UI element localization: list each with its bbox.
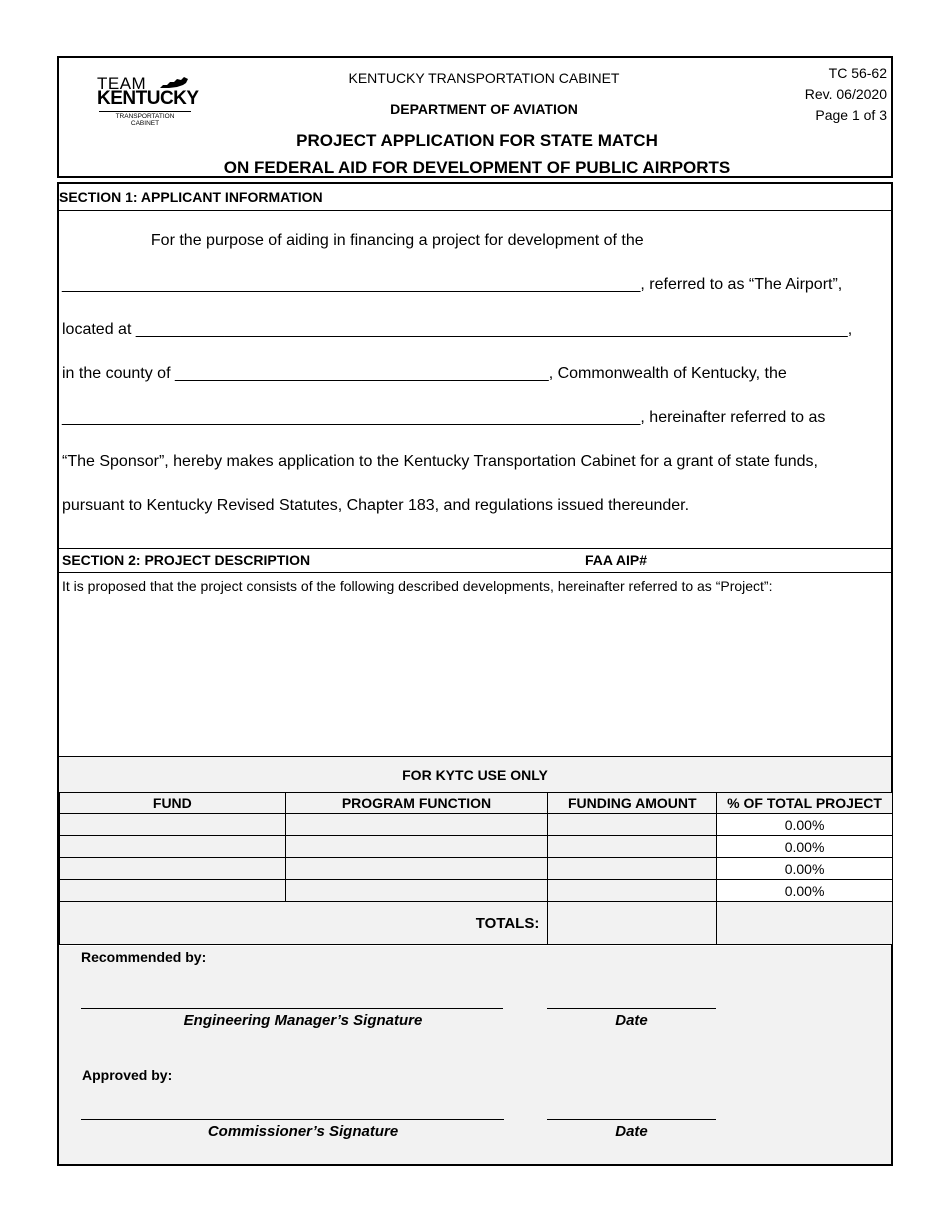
project-description-text: It is proposed that the project consists of the following described developments, hereinafter referred to as “Project”: <box>62 578 773 594</box>
logo-kentucky-text: KENTUCKY <box>97 88 199 109</box>
section1-line-1: For the purpose of aiding in financing a project for development of the <box>62 232 644 249</box>
table-row <box>60 814 893 836</box>
column-header-funding-amount: FUNDING AMOUNT <box>548 793 717 814</box>
faa-aip-label[interactable]: FAA AIP# <box>585 552 647 568</box>
engineering-signature-line[interactable] <box>81 1008 503 1009</box>
department-name: DEPARTMENT OF AVIATION <box>390 101 578 117</box>
totals-label: TOTALS: <box>60 902 548 945</box>
section1-line-7: pursuant to Kentucky Revised Statutes, Chapter 183, and regulations issued thereunder. <box>62 497 690 514</box>
amount-cell[interactable] <box>548 814 717 836</box>
kytc-heading-bar <box>59 757 891 792</box>
recommended-by-label: Recommended by: <box>81 949 207 965</box>
program-cell[interactable] <box>285 858 548 880</box>
percent-cell: 0.00% <box>717 880 893 902</box>
total-percent-cell[interactable] <box>717 902 893 945</box>
fund-cell[interactable] <box>60 858 286 880</box>
project-description-area[interactable] <box>59 596 891 754</box>
fund-cell[interactable] <box>60 814 286 836</box>
program-cell[interactable] <box>285 836 548 858</box>
fund-cell[interactable] <box>60 880 286 902</box>
logo-subtitle-2: CABINET <box>130 120 160 127</box>
funding-table-header <box>60 793 893 814</box>
approved-date-caption: Date <box>615 1123 648 1140</box>
fund-cell[interactable] <box>60 836 286 858</box>
form-identifier <box>805 63 887 126</box>
total-amount-cell[interactable] <box>548 902 717 945</box>
table-row <box>60 858 893 880</box>
totals-row <box>60 902 893 945</box>
approved-date-line[interactable] <box>547 1119 716 1120</box>
column-header-program-function: PROGRAM FUNCTION <box>285 793 548 814</box>
form-title-line-2: ON FEDERAL AID FOR DEVELOPMENT OF PUBLIC AIRPORTS <box>223 158 731 177</box>
table-row <box>60 836 893 858</box>
section1-line-6: “The Sponsor”, hereby makes application to the Kentucky Transportation Cabinet for a grant of state funds, <box>62 453 818 470</box>
program-cell[interactable] <box>285 814 548 836</box>
column-header-percent-total: % OF TOTAL PROJECT <box>717 793 893 814</box>
form-revision: Rev. 06/2020 <box>804 86 887 102</box>
section2-top-divider <box>59 548 891 549</box>
amount-cell[interactable] <box>548 858 717 880</box>
airport-location-field[interactable]: located at ________________________________________________________________________________, <box>62 321 853 338</box>
signature-area <box>59 946 891 1164</box>
form-title-line-1: PROJECT APPLICATION FOR STATE MATCH <box>296 131 658 150</box>
logo-subtitle-1: TRANSPORTATION <box>115 113 175 120</box>
program-cell[interactable] <box>285 880 548 902</box>
page-number: Page 1 of 3 <box>815 107 887 123</box>
column-header-fund: FUND <box>60 793 286 814</box>
agency-name: KENTUCKY TRANSPORTATION CABINET <box>348 70 620 86</box>
section2-heading: SECTION 2: PROJECT DESCRIPTION <box>62 552 311 568</box>
sponsor-name-field[interactable]: _________________________________________________________________, hereinafter referred to as <box>62 409 826 426</box>
kytc-heading: FOR KYTC USE ONLY <box>402 767 548 783</box>
amount-cell[interactable] <box>548 880 717 902</box>
form-body <box>57 182 893 1166</box>
section1-heading: SECTION 1: APPLICANT INFORMATION <box>59 189 323 205</box>
section1-divider <box>59 210 891 211</box>
engineering-signature-caption: Engineering Manager’s Signature <box>183 1012 423 1029</box>
percent-cell: 0.00% <box>717 814 893 836</box>
commissioner-signature-caption: Commissioner’s Signature <box>207 1123 399 1140</box>
logo-divider <box>99 111 191 112</box>
approved-by-label: Approved by: <box>82 1067 173 1083</box>
form-header <box>57 56 893 178</box>
percent-cell: 0.00% <box>717 858 893 880</box>
team-kentucky-logo <box>97 74 197 134</box>
section2-divider <box>59 572 891 573</box>
recommended-date-caption: Date <box>615 1012 648 1029</box>
commissioner-signature-line[interactable] <box>81 1119 504 1120</box>
table-row <box>60 880 893 902</box>
form-number: TC 56-62 <box>828 65 887 81</box>
airport-name-field[interactable]: _________________________________________________________________, referred to as “The Airport”, <box>62 276 843 293</box>
percent-cell: 0.00% <box>717 836 893 858</box>
funding-table <box>59 792 893 945</box>
logo-team-text: TEAM <box>97 74 147 93</box>
recommended-date-line[interactable] <box>547 1008 716 1009</box>
county-field[interactable]: in the county of __________________________________________, Commonwealth of Kentucky, the <box>62 365 787 382</box>
amount-cell[interactable] <box>548 836 717 858</box>
